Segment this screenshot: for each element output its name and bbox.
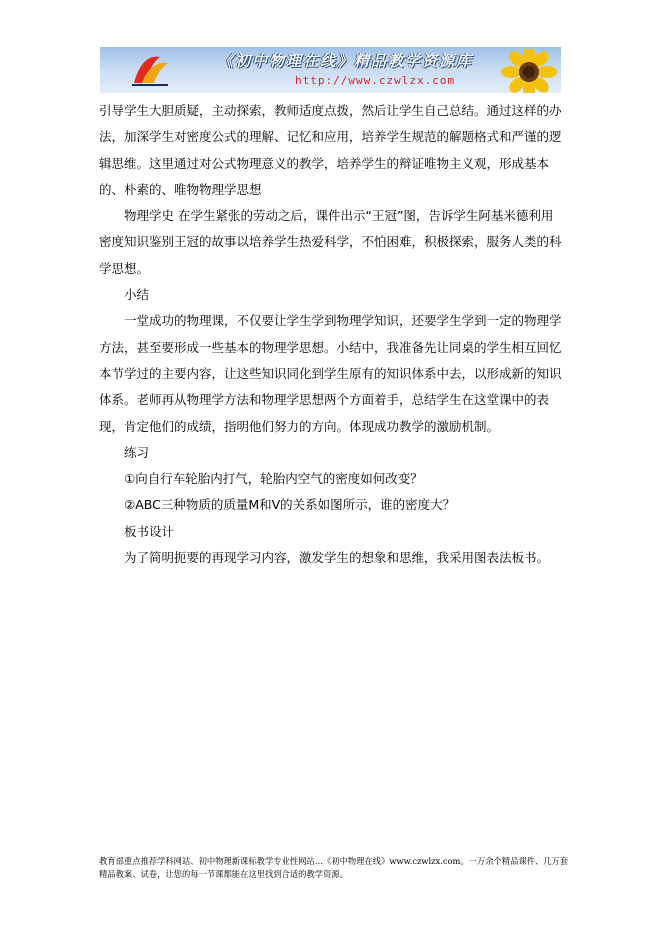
banner-url[interactable]: http://www.czwlzx.com [295, 74, 456, 87]
heading-exercise: 练习 [124, 444, 150, 460]
paragraph-body: 引导学生大胆质疑，主动探索，教师适度点拨，然后让学生自己总结。通过这样的办法，加深学生对密度公式的理解、记忆和应用，培养学生规范的解题格式和严谨的逻辑思维。这里通过对公式物理意义的教学，培养学生的辩证唯物主义观，形成基本的、朴素的、唯物物理学思想 [99, 103, 562, 197]
banner-title: 《初中物理在线》精品教学资源库 [218, 52, 474, 70]
header-banner [100, 47, 561, 93]
page-footer: 教育部重点推荐学科网站、初中物理新课标教学专业性网站…《初中物理在线》www.czwlzx.com。一万余个精品课件、几万套精品教案、试卷，让您的每一节课都能在这里找到合适的教学资源。 [99, 856, 569, 879]
document-body [99, 98, 563, 571]
exercise-item-2: ②ABC三种物质的质量M和V的关系如图所示，谁的密度大？ [124, 497, 456, 513]
sunflower-icon [489, 49, 561, 93]
heading-summary: 小结 [124, 287, 150, 303]
exercise-item-1: ①向自行车轮胎内打气，轮胎内空气的密度如何改变？ [124, 471, 423, 487]
paragraph-board-design: 为了简明扼要的再现学习内容，激发学生的想象和思维，我采用图表法板书。 [124, 550, 550, 566]
paragraph-history: 物理学史 在学生紧张的劳动之后，课件出示“王冠”图，告诉学生阿基米德利用密度知识鉴别王冠的故事以培养学生热爱科学，不怕困难，积极探索，服务人类的科学思想。 [99, 208, 562, 276]
site-logo-icon [130, 53, 170, 87]
paragraph-summary: 一堂成功的物理课，不仅要让学生学到物理学知识，还要学生学到一定的物理学方法，甚至要形成一些基本的物理学思想。小结中，我准备先让同桌的学生相互回忆本节学过的主要内容，让这些知识同化到学生原有的知识体系中去，以形成新的知识体系。老师再从物理学方法和物理学思想两个方面着手，总结学生在这堂课中的表现，肯定他们的成绩，指明他们努力的方向。体现成功教学的激励机制。 [99, 313, 562, 434]
heading-board-design: 板书设计 [124, 523, 175, 539]
